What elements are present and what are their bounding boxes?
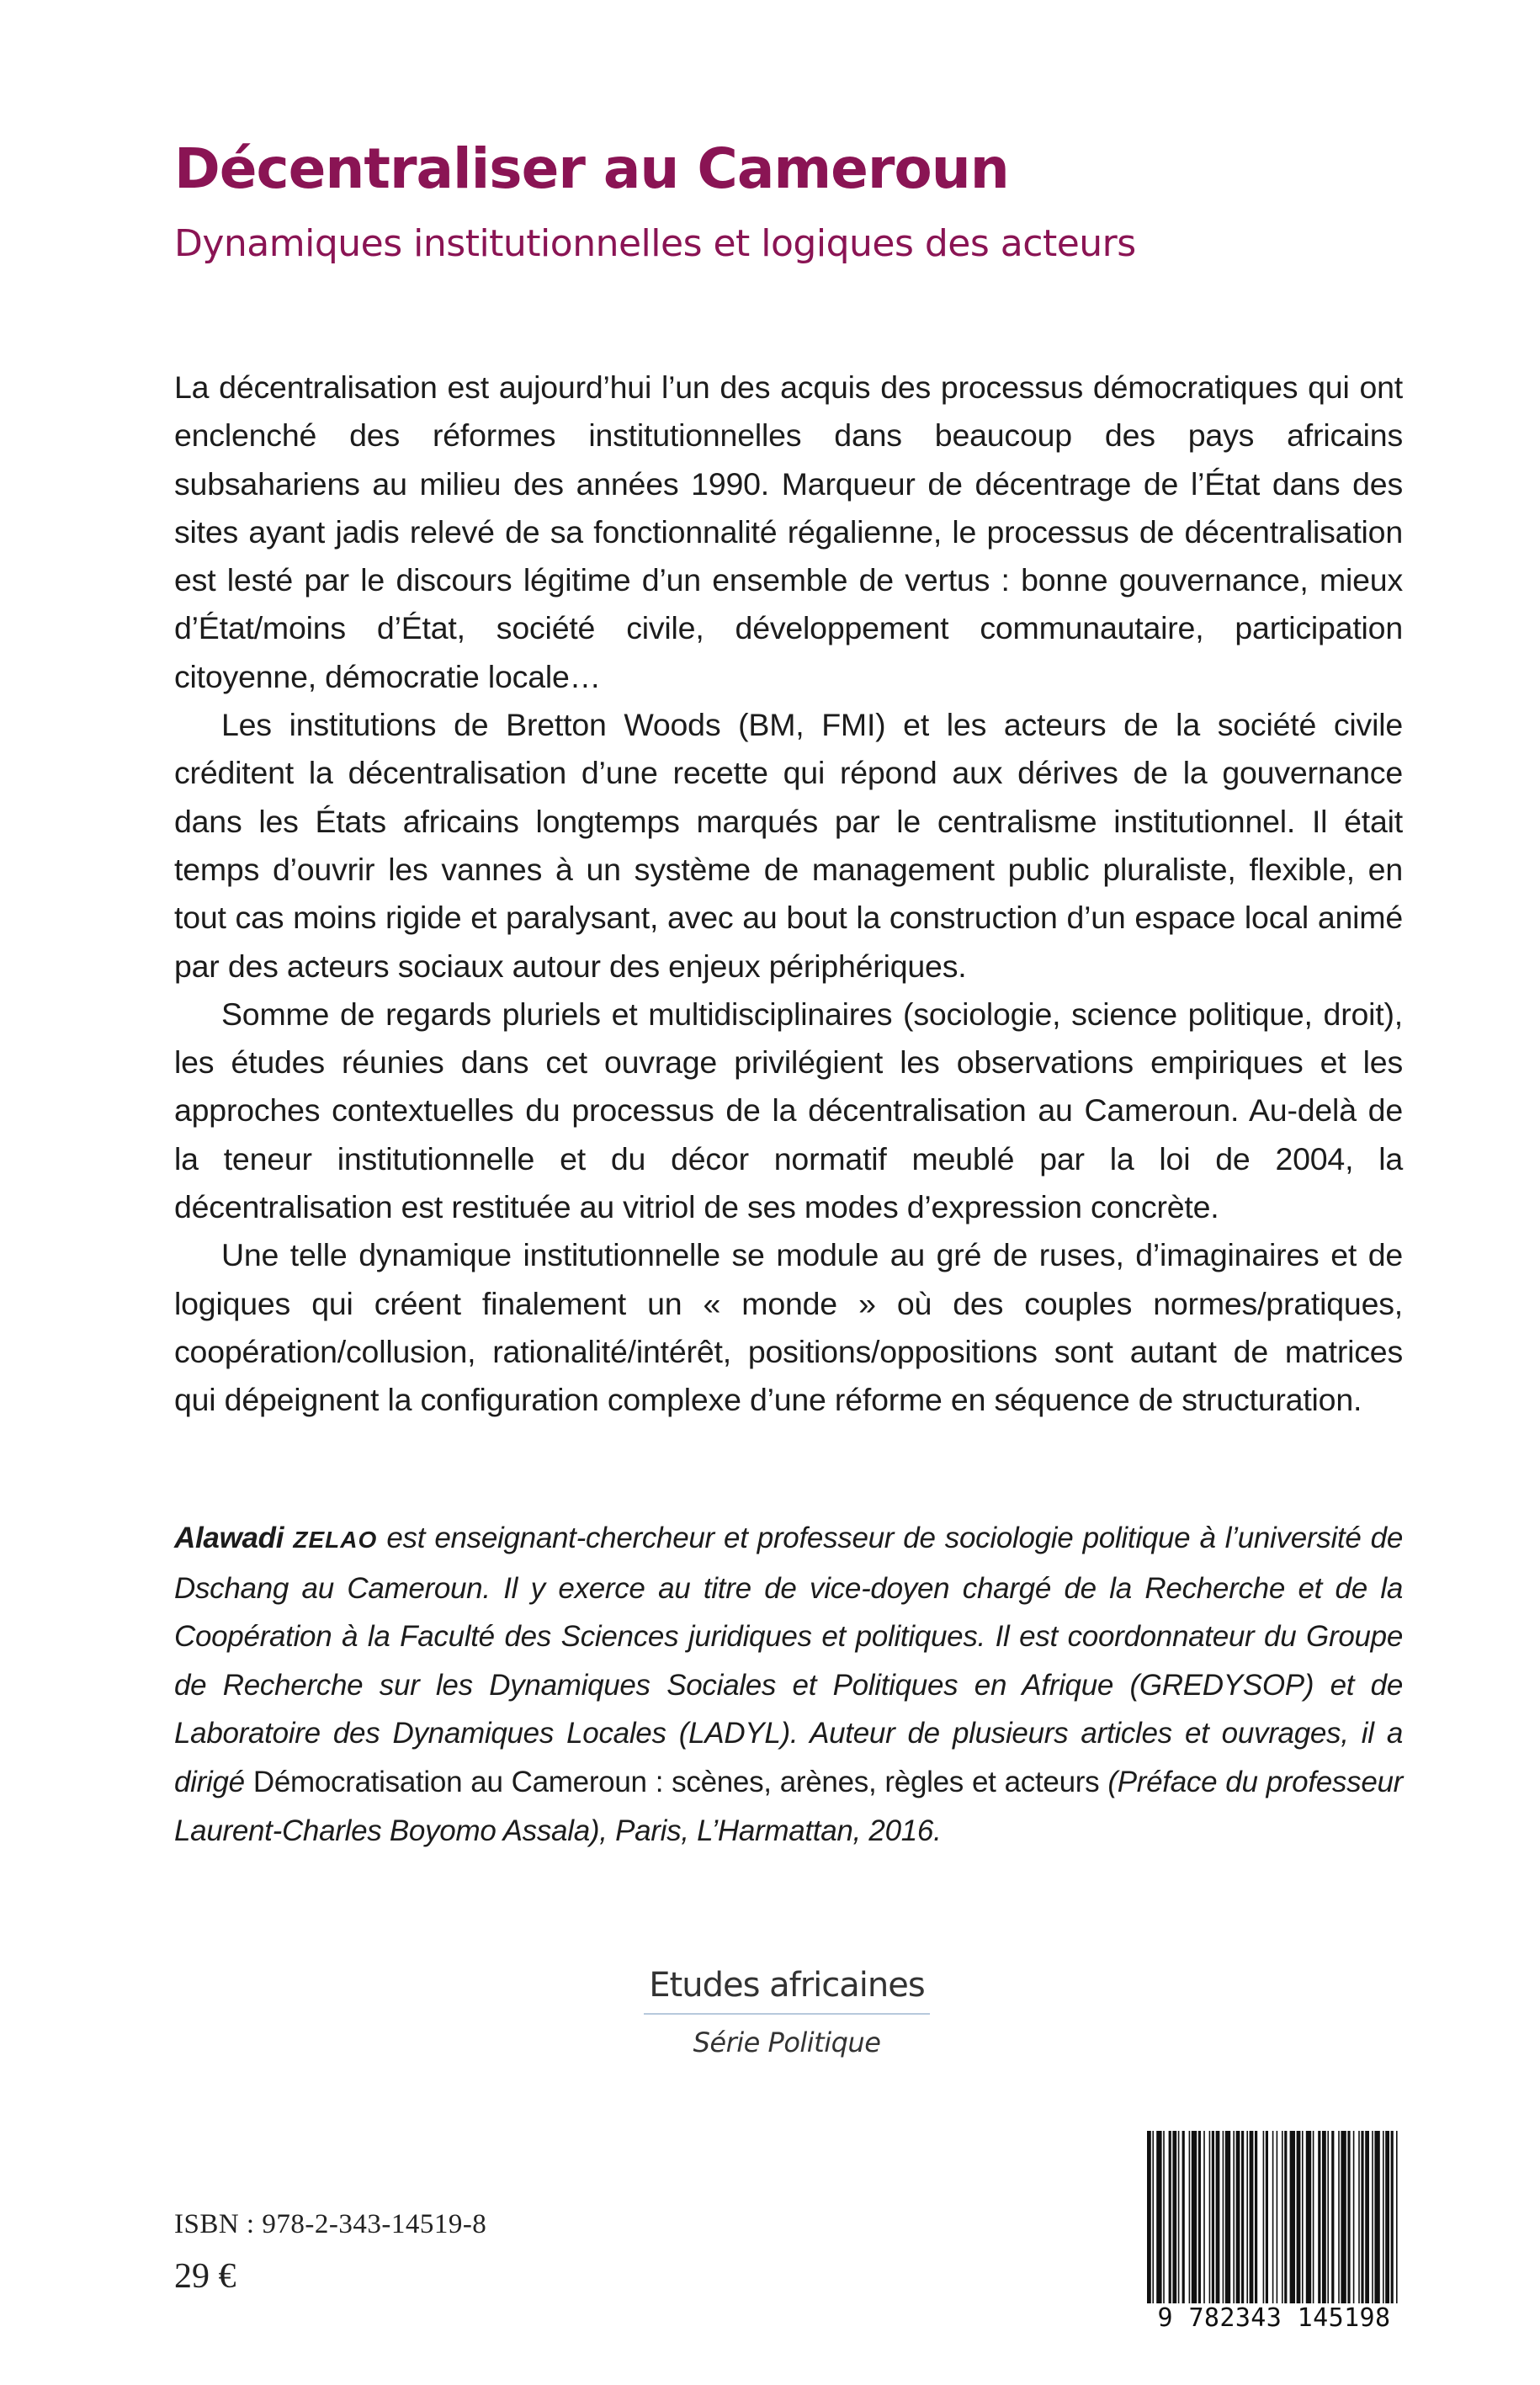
barcode-bar (1391, 2131, 1394, 2309)
barcode-bar (1212, 2131, 1214, 2309)
barcode-bar (1223, 2131, 1224, 2309)
barcode-bar (1385, 2131, 1389, 2309)
barcode-bar (1198, 2131, 1201, 2309)
author-bio (174, 1514, 1403, 1855)
barcode-bar (1152, 2131, 1154, 2309)
blurb-paragraph-4: Une telle dynamique institutionnelle se module au gré de ruses, d’imaginaires et de logiques qui créent finalement un « monde » où des couples normes/pratiques, coopération/collusion, rationalité/intérêt, positions/oppositions sont autant de matrices qui dépeignent la configuration complexe d’une réforme en séquence de structuration. (174, 1237, 1403, 1418)
barcode-bar (1306, 2131, 1311, 2309)
barcode-bar (1203, 2131, 1205, 2309)
barcode-bar (1361, 2131, 1363, 2309)
barcode-bar (1250, 2131, 1254, 2309)
barcode-bar (1156, 2131, 1161, 2309)
book-title: Décentraliser au Cameroun (174, 136, 1009, 201)
barcode-digits: 9 782343 145198 (1144, 2303, 1405, 2333)
barcode-bar (1338, 2131, 1340, 2309)
series-subtitle: Série Politique (693, 2026, 881, 2058)
author-name (174, 1522, 377, 1554)
barcode (1144, 2131, 1405, 2333)
barcode-bar (1182, 2131, 1185, 2309)
author-last-name: ZELAO (293, 1527, 378, 1553)
author-bio-end: (Préface du professeur Laurent-Charles Boyomo Assala), Paris, L’Harmattan, 2016. (174, 1765, 1404, 1847)
barcode-bar (1216, 2131, 1220, 2309)
blurb-paragraph-1: La décentralisation est aujourd’hui l’un des acquis des processus démocratiques qui ont enclenché des réformes institutionnelles dans beaucoup des pays africains subsahariens au milieu des années 1990. Marqueur de décentrage de l’État dans des sites ayant jadis relevé de sa fonctionnalité régalienne, le processus de décentralisation est lesté par le discours légitime d’un ensemble de vertus : bonne gouvernance, mieux d’État/moins d’État, société civile, développement communautaire, participation citoyenne, démocratie locale… (174, 369, 1403, 694)
barcode-bar (1322, 2131, 1326, 2309)
barcode-bars (1144, 2131, 1405, 2316)
barcode-bar (1225, 2131, 1230, 2309)
book-subtitle: Dynamiques institutionnelles et logiques des acteurs (174, 222, 1136, 265)
barcode-bar (1246, 2131, 1248, 2309)
barcode-bar (1178, 2131, 1180, 2309)
barcode-bar (1313, 2131, 1314, 2309)
barcode-bar (1327, 2131, 1329, 2309)
barcode-bar (1396, 2131, 1398, 2309)
author-first-name: Alawadi (174, 1522, 284, 1554)
barcode-bar (1266, 2131, 1268, 2309)
barcode-bar (1341, 2131, 1346, 2309)
barcode-bar (1297, 2131, 1301, 2309)
barcode-bar (1383, 2131, 1384, 2309)
blurb (174, 364, 1403, 1425)
author-book-title: Démocratisation au Cameroun : scènes, arènes, règles et acteurs (252, 1765, 1100, 1798)
isbn: ISBN : 978-2-343-14519-8 (174, 2209, 487, 2239)
barcode-bar (1353, 2131, 1355, 2309)
barcode-bar (1272, 2131, 1274, 2309)
barcode-bar (1172, 2131, 1176, 2309)
barcode-bar (1189, 2131, 1191, 2309)
blurb-paragraph-2: Les institutions de Bretton Woods (BM, FMI) et les acteurs de la société civile créditent la décentralisation d’une recette qui répond aux dérives de la gouvernance dans les États africains longtemps marqués par le centralisme institutionnel. Il était temps d’ouvrir les vannes à un système de management public pluraliste, flexible, en tout cas moins rigide et paralysant, avec au bout la construction d’un espace local animé par des acteurs sociaux autour des enjeux périphériques. (174, 707, 1403, 984)
barcode-bar (1236, 2131, 1240, 2309)
barcode-bar (1290, 2131, 1295, 2309)
blurb-paragraph-3: Somme de regards pluriels et multidisciplinaires (sociologie, science politique, droit), les études réunies dans cet ouvrage privilégient les observations empiriques et les approches contextuelles du processus de la décentralisation au Cameroun. Au-delà de la teneur institutionnelle et du décor normatif meublé par la loi de 2004, la décentralisation est restituée au vitriol de ses modes d’expression concrète. (174, 996, 1403, 1225)
barcode-bar (1255, 2131, 1257, 2309)
author-bio-text: est enseignant-chercheur et professeur de sociologie politique à l’université de Dschang au Cameroun. Il y exerce au titre de vice-doyen chargé de la Recherche et de la Coopération à la Faculté des Sciences juridiques et politiques. Il est coordonnateur du Groupe de Recherche sur les Dynamiques Sociales et Politiques en Afrique (GREDYSOP) et de Laboratoire des Dynamiques Locales (LADYL). Auteur de plusieurs articles et ouvrages, il a dirigé (174, 1522, 1403, 1798)
barcode-bar (1365, 2131, 1369, 2309)
price: 29 € (174, 2257, 236, 2296)
barcode-bar (1374, 2131, 1379, 2309)
series-block (640, 1966, 934, 2058)
barcode-bar (1358, 2131, 1360, 2309)
barcode-bar (1263, 2131, 1265, 2309)
series-name: Etudes africaines (644, 1966, 930, 2015)
barcode-bar (1282, 2131, 1283, 2309)
barcode-bar (1331, 2131, 1334, 2309)
barcode-bar (1318, 2131, 1320, 2309)
barcode-bar (1169, 2131, 1171, 2309)
barcode-bar (1163, 2131, 1165, 2309)
barcode-bar (1192, 2131, 1197, 2309)
barcode-bar (1372, 2131, 1373, 2309)
barcode-bar (1209, 2131, 1211, 2309)
barcode-bar (1147, 2131, 1151, 2309)
barcode-bar (1302, 2131, 1304, 2309)
barcode-bar (1277, 2131, 1278, 2309)
barcode-bar (1233, 2131, 1235, 2309)
barcode-bar (1284, 2131, 1287, 2309)
barcode-bar (1241, 2131, 1244, 2309)
barcode-bar (1347, 2131, 1350, 2309)
